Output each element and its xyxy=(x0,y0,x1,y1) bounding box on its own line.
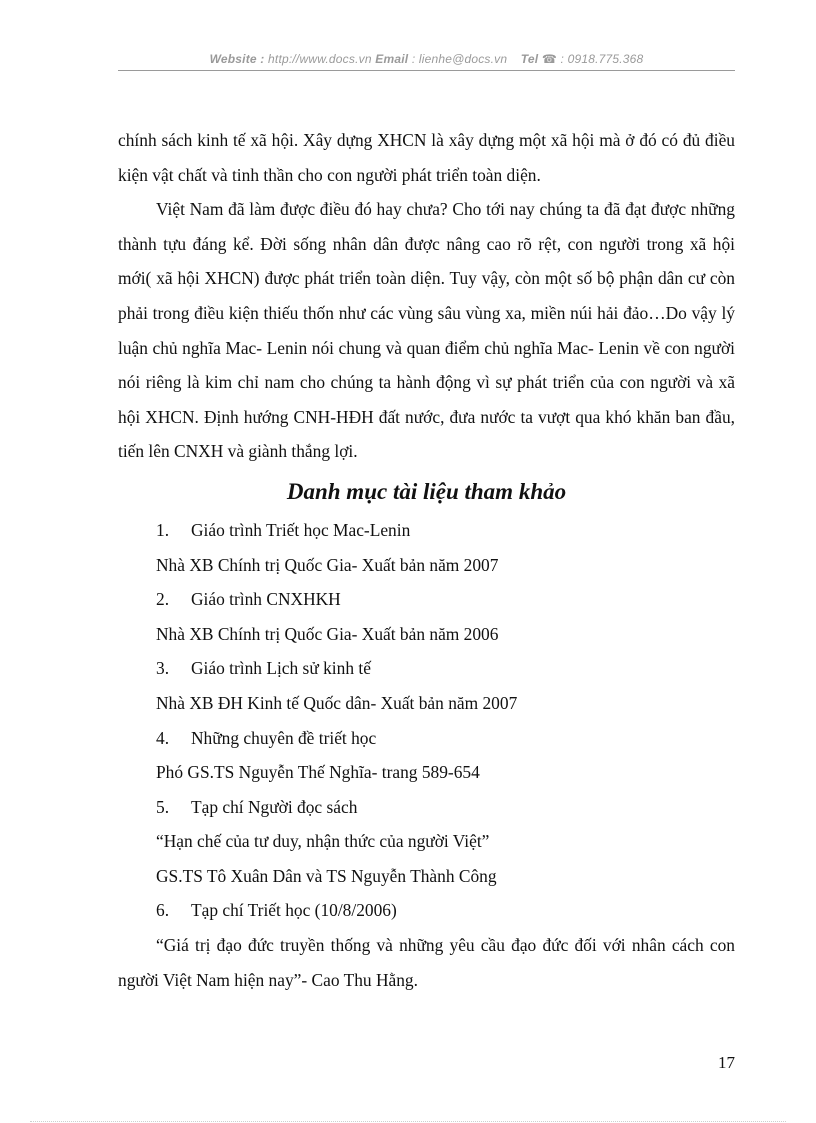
reference-detail: Nhà XB ĐH Kinh tế Quốc dân- Xuất bản năm 2007 xyxy=(156,692,518,713)
reference-title: Tạp chí Người đọc sách xyxy=(191,796,358,817)
reference-item xyxy=(118,513,735,582)
reference-item xyxy=(118,651,735,720)
phone-icon: ☎ xyxy=(541,52,557,66)
reference-number: 3. xyxy=(156,658,170,679)
reference-number: 6. xyxy=(156,900,170,921)
reference-detail: “Giá trị đạo đức truyền thống và những yêu cầu đạo đức đối với nhân cách con người Việt Nam hiện nay”- Cao Thu Hằng. xyxy=(118,935,735,990)
reference-detail: Phó GS.TS Nguyễn Thế Nghĩa- trang 589-654 xyxy=(156,762,480,783)
page-header xyxy=(118,52,735,66)
header-divider xyxy=(118,70,735,71)
footer-divider xyxy=(30,1121,786,1122)
email-label: Email xyxy=(375,52,409,66)
reference-number: 1. xyxy=(156,519,170,540)
reference-detail: Nhà XB Chính trị Quốc Gia- Xuất bản năm 2007 xyxy=(156,554,499,575)
reference-title: Giáo trình CNXHKH xyxy=(191,589,341,610)
reference-detail: GS.TS Tô Xuân Dân và TS Nguyễn Thành Công xyxy=(156,865,497,886)
email-address[interactable]: : lienhe@docs.vn xyxy=(411,52,508,66)
tel-number: : 0918.775.368 xyxy=(560,52,644,66)
tel-label: Tel xyxy=(520,52,539,66)
website-label: Website : xyxy=(209,52,265,66)
reference-title: Tạp chí Triết học (10/8/2006) xyxy=(191,900,397,921)
paragraph: Việt Nam đã làm được điều đó hay chưa? Cho tới nay chúng ta đã đạt được những thành tựu đáng kể. Đời sống nhân dân được nâng cao rõ rệt, con người trong xã hội mới( xã hội XHCN) được phát triển toàn diện. Tuy vậy, còn một số bộ phận dân cư còn phải trong điều kiện thiếu thốn như các vùng sâu vùng xa, miền núi hải đảo…Do vậy lý luận chủ nghĩa Mac- Lenin nói chung và quan điểm chủ nghĩa Mac- Lenin về con người nói riêng là kim chỉ nam cho chúng ta hành động vì sự phát triển của con người và xã hội XHCN. Định hướng CNH-HĐH đất nước, đưa nước ta vượt qua khó khăn ban đầu, tiến lên CNXH và giành thắng lợi. xyxy=(118,199,735,462)
website-url[interactable]: http://www.docs.vn xyxy=(268,52,372,66)
reference-item xyxy=(118,893,735,997)
reference-title: Giáo trình Lịch sử kinh tế xyxy=(191,658,371,679)
reference-item xyxy=(118,790,735,894)
reference-detail: “Hạn chế của tư duy, nhận thức của người Việt” xyxy=(156,831,490,852)
reference-number: 4. xyxy=(156,727,170,748)
reference-title: Giáo trình Triết học Mac-Lenin xyxy=(191,519,411,540)
paragraph: chính sách kinh tế xã hội. Xây dựng XHCN là xây dựng một xã hội mà ở đó có đủ điều kiện vật chất và tinh thần cho con người phát triển toàn diện. xyxy=(118,130,735,185)
page-body xyxy=(118,123,735,997)
page-number: 17 xyxy=(718,1053,735,1072)
reference-title: Những chuyên đề triết học xyxy=(191,727,377,748)
reference-detail: Nhà XB Chính trị Quốc Gia- Xuất bản năm 2006 xyxy=(156,623,499,644)
references-heading: Danh mục tài liệu tham khảo xyxy=(286,478,567,504)
reference-item xyxy=(118,721,735,790)
reference-number: 2. xyxy=(156,589,170,610)
reference-number: 5. xyxy=(156,796,170,817)
reference-item xyxy=(118,582,735,651)
